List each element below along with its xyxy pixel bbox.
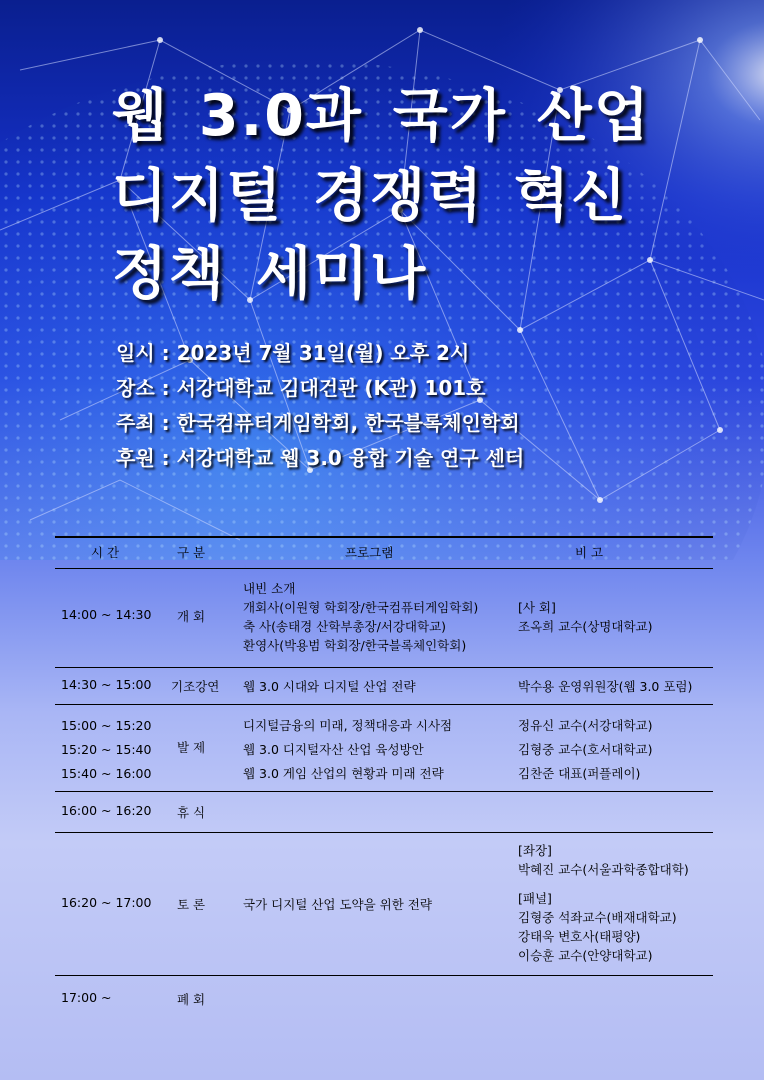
program-line: 내빈 소개 (243, 581, 296, 596)
row-category: 폐 회 (177, 992, 206, 1007)
table-row-opening (55, 568, 713, 667)
header-note: 비 고 (575, 545, 604, 560)
program-line: 환영사(박용범 학회장/한국블록체인학회) (243, 638, 467, 653)
note-line: 정유신 교수(서강대학교) (518, 718, 653, 733)
note-line: [패널] (518, 891, 552, 906)
row-note-chair (518, 841, 689, 879)
row-category: 발 제 (177, 740, 206, 755)
table-row-presentations (55, 704, 713, 791)
table-header (55, 538, 713, 568)
row-category: 토 론 (177, 897, 206, 912)
note-line: 조옥희 교수(상명대학교) (518, 619, 653, 634)
title-line-1: 웹 3.0과 국가 산업 (112, 83, 651, 149)
note-line: 김형중 교수(호서대학교) (518, 742, 653, 757)
time-line: 15:20 ~ 15:40 (61, 742, 152, 757)
header-program: 프로그램 (345, 545, 394, 560)
title-line-3: 정책 세미나 (112, 241, 428, 307)
note-line: 김찬준 대표(퍼플레이) (518, 766, 641, 781)
row-note (518, 598, 652, 636)
program-line: 웹 3.0 디지털자산 산업 육성방안 (243, 742, 424, 757)
schedule-table (55, 536, 713, 1020)
time-line: 15:00 ~ 15:20 (61, 718, 152, 733)
note-line: 박혜진 교수(서울과학종합대학) (518, 862, 689, 877)
row-note (518, 714, 652, 786)
title-line-2: 디지털 경쟁력 혁신 (112, 163, 629, 229)
row-program (243, 714, 452, 786)
row-times (61, 714, 151, 786)
table-row-keynote (55, 667, 713, 704)
row-category: 휴 식 (177, 805, 206, 820)
row-category: 기조강연 (171, 679, 220, 694)
event-date: 일시 : 2023년 7월 31일(월) 오후 2시 (116, 341, 470, 365)
row-program (243, 579, 478, 655)
note-line: [사 회] (518, 600, 556, 615)
table-row-break (55, 791, 713, 832)
time-line: 15:40 ~ 16:00 (61, 766, 152, 781)
row-category: 개 회 (177, 609, 206, 624)
row-time: 14:30 ~ 15:00 (61, 677, 152, 692)
table-row-closing (55, 975, 713, 1020)
program-line: 축 사(송태경 산학부총장/서강대학교) (243, 619, 447, 634)
note-line: 이승훈 교수(안양대학교) (518, 948, 653, 963)
row-time: 16:00 ~ 16:20 (61, 803, 152, 818)
row-note: 박수용 운영위원장(웹 3.0 포럼) (518, 679, 693, 694)
event-host: 주최 : 한국컴퓨터게임학회, 한국블록체인학회 (116, 411, 520, 435)
program-line: 디지털금융의 미래, 정책대응과 시사점 (243, 718, 453, 733)
event-info (116, 336, 756, 476)
row-time: 17:00 ~ (61, 990, 112, 1005)
note-line: 김형중 석좌교수(배재대학교) (518, 910, 677, 925)
row-time: 14:00 ~ 14:30 (61, 607, 152, 622)
program-line: 웹 3.0 게임 산업의 현황과 미래 전략 (243, 766, 444, 781)
header-category: 구 분 (177, 545, 206, 560)
event-venue: 장소 : 서강대학교 김대건관 (K관) 101호 (116, 376, 486, 400)
note-line: [좌장] (518, 843, 552, 858)
program-line: 개회사(이원형 학회장/한국컴퓨터게임학회) (243, 600, 479, 615)
row-program: 국가 디지털 산업 도약을 위한 전략 (243, 897, 432, 912)
note-line: 강태욱 변호사(태평양) (518, 929, 641, 944)
event-sponsor: 후원 : 서강대학교 웹 3.0 융합 기술 연구 센터 (116, 446, 525, 470)
row-program: 웹 3.0 시대와 디지털 산업 전략 (243, 679, 416, 694)
table-row-discussion (55, 832, 713, 975)
row-note-panel (518, 889, 677, 965)
row-time: 16:20 ~ 17:00 (61, 895, 152, 910)
header-time: 시 간 (91, 545, 120, 560)
